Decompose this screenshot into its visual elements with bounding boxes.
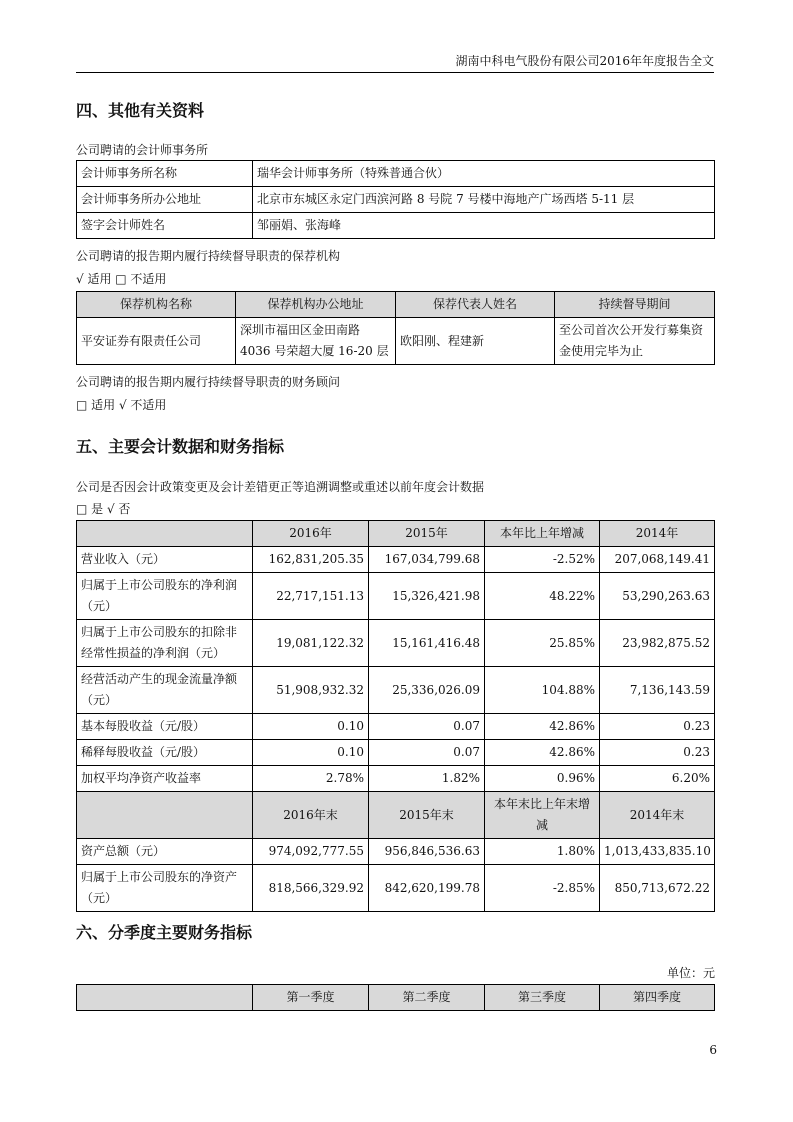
table-header-cell: 本年比上年增减	[485, 521, 600, 547]
table-cell: 0.10	[253, 740, 369, 766]
table-cell: 162,831,205.35	[253, 547, 369, 573]
table-header-cell: 本年末比上年末增减	[485, 792, 600, 839]
table-cell: 归属于上市公司股东的净资产（元）	[77, 865, 253, 912]
table-row	[77, 667, 715, 714]
table-row	[77, 714, 715, 740]
table-cell: 842,620,199.78	[369, 865, 485, 912]
table-cell: 23,982,875.52	[600, 620, 715, 667]
table-cell: 深圳市福田区金田南路 4036 号荣超大厦 16-20 层	[236, 318, 396, 365]
table-header-cell: 第二季度	[369, 985, 485, 1011]
table-cell: 营业收入（元）	[77, 547, 253, 573]
table-row	[77, 839, 715, 865]
table-cell: 2.78%	[253, 766, 369, 792]
table-cell: 15,326,421.98	[369, 573, 485, 620]
table-cell: 42.86%	[485, 740, 600, 766]
table-header-cell	[77, 521, 253, 547]
section-6-title: 六、分季度主要财务指标	[76, 923, 253, 942]
table-row	[77, 766, 715, 792]
table-cell: 207,068,149.41	[600, 547, 715, 573]
table-header-cell: 第一季度	[253, 985, 369, 1011]
table-cell: 956,846,536.63	[369, 839, 485, 865]
table-cell: 平安证券有限责任公司	[77, 318, 236, 365]
table-cell: 会计师事务所办公地址	[77, 187, 253, 213]
table-header-cell: 2016年末	[253, 792, 369, 839]
table-header-cell: 持续督导期间	[555, 292, 715, 318]
table-cell: 0.23	[600, 714, 715, 740]
table-cell: 瑞华会计师事务所（特殊普通合伙）	[253, 161, 715, 187]
sponsor-table	[76, 291, 715, 365]
table-cell: 资产总额（元）	[77, 839, 253, 865]
sponsor-choice: √ 适用 □ 不适用	[76, 272, 167, 286]
table-cell: 25.85%	[485, 620, 600, 667]
table-cell: 0.07	[369, 740, 485, 766]
table-row	[77, 573, 715, 620]
table-header-cell: 保荐代表人姓名	[396, 292, 555, 318]
quarterly-table	[76, 984, 715, 1011]
table-cell: 1.82%	[369, 766, 485, 792]
table-cell: 25,336,026.09	[369, 667, 485, 714]
table-cell: 0.96%	[485, 766, 600, 792]
page-header: 湖南中科电气股份有限公司2016年年度报告全文	[76, 52, 714, 73]
page-number: 6	[709, 1043, 717, 1057]
table-row	[77, 187, 715, 213]
table-cell: 1,013,433,835.10	[600, 839, 715, 865]
table-cell: 邹丽娟、张海峰	[253, 213, 715, 239]
table-cell: 至公司首次公开发行募集资金使用完毕为止	[555, 318, 715, 365]
table-cell: 7,136,143.59	[600, 667, 715, 714]
table-header-row	[77, 792, 715, 839]
table-header-cell: 2015年	[369, 521, 485, 547]
table-header-row	[77, 985, 715, 1011]
unit-label: 单位：元	[666, 966, 715, 980]
table-cell: 签字会计师姓名	[77, 213, 253, 239]
table-header-cell: 2014年末	[600, 792, 715, 839]
table-cell: 0.07	[369, 714, 485, 740]
table-cell: 1.80%	[485, 839, 600, 865]
table-cell: 974,092,777.55	[253, 839, 369, 865]
table-cell: 104.88%	[485, 667, 600, 714]
table-cell: 归属于上市公司股东的扣除非经常性损益的净利润（元）	[77, 620, 253, 667]
table-row	[77, 620, 715, 667]
table-row	[77, 161, 715, 187]
table-header-cell: 保荐机构名称	[77, 292, 236, 318]
table-cell: 167,034,799.68	[369, 547, 485, 573]
table-cell: 19,081,122.32	[253, 620, 369, 667]
section-4-title: 四、其他有关资料	[76, 101, 205, 120]
table-cell: 15,161,416.48	[369, 620, 485, 667]
table-cell: 稀释每股收益（元/股）	[77, 740, 253, 766]
advisor-choice: □ 适用 √ 不适用	[76, 398, 167, 412]
table-cell: -2.85%	[485, 865, 600, 912]
table-cell: 42.86%	[485, 714, 600, 740]
table-row	[77, 213, 715, 239]
table-header-row	[77, 292, 715, 318]
table-cell: 0.23	[600, 740, 715, 766]
advisor-label: 公司聘请的报告期内履行持续督导职责的财务顾问	[76, 375, 341, 389]
table-header-cell: 第四季度	[600, 985, 715, 1011]
table-cell: 818,566,329.92	[253, 865, 369, 912]
table-header-cell: 2015年末	[369, 792, 485, 839]
table-row	[77, 740, 715, 766]
sponsor-label: 公司聘请的报告期内履行持续督导职责的保荐机构	[76, 249, 341, 263]
table-header-cell: 2014年	[600, 521, 715, 547]
accountant-label: 公司聘请的会计师事务所	[76, 143, 209, 157]
table-cell: 53,290,263.63	[600, 573, 715, 620]
table-header-cell: 2016年	[253, 521, 369, 547]
table-cell: 北京市东城区永定门西滨河路 8 号院 7 号楼中海地产广场西塔 5-11 层	[253, 187, 715, 213]
restatement-question: 公司是否因会计政策变更及会计差错更正等追溯调整或重述以前年度会计数据	[76, 480, 485, 494]
table-header-cell	[77, 985, 253, 1011]
table-cell: 0.10	[253, 714, 369, 740]
table-header-cell: 第三季度	[485, 985, 600, 1011]
table-cell: 6.20%	[600, 766, 715, 792]
table-cell: 经营活动产生的现金流量净额（元）	[77, 667, 253, 714]
table-cell: 会计师事务所名称	[77, 161, 253, 187]
table-row	[77, 547, 715, 573]
table-row	[77, 865, 715, 912]
table-header-cell: 保荐机构办公地址	[236, 292, 396, 318]
table-header-row	[77, 521, 715, 547]
financial-data-table	[76, 520, 715, 912]
table-header-cell	[77, 792, 253, 839]
table-cell: 基本每股收益（元/股）	[77, 714, 253, 740]
table-cell: 48.22%	[485, 573, 600, 620]
section-5-title: 五、主要会计数据和财务指标	[76, 437, 285, 456]
table-cell: 归属于上市公司股东的净利润（元）	[77, 573, 253, 620]
accountant-table	[76, 160, 715, 239]
table-cell: 加权平均净资产收益率	[77, 766, 253, 792]
table-cell: 850,713,672.22	[600, 865, 715, 912]
table-cell: 51,908,932.32	[253, 667, 369, 714]
table-row	[77, 318, 715, 365]
restatement-choice: □ 是 √ 否	[76, 502, 131, 516]
table-cell: -2.52%	[485, 547, 600, 573]
table-cell: 22,717,151.13	[253, 573, 369, 620]
table-cell: 欧阳刚、程建新	[396, 318, 555, 365]
